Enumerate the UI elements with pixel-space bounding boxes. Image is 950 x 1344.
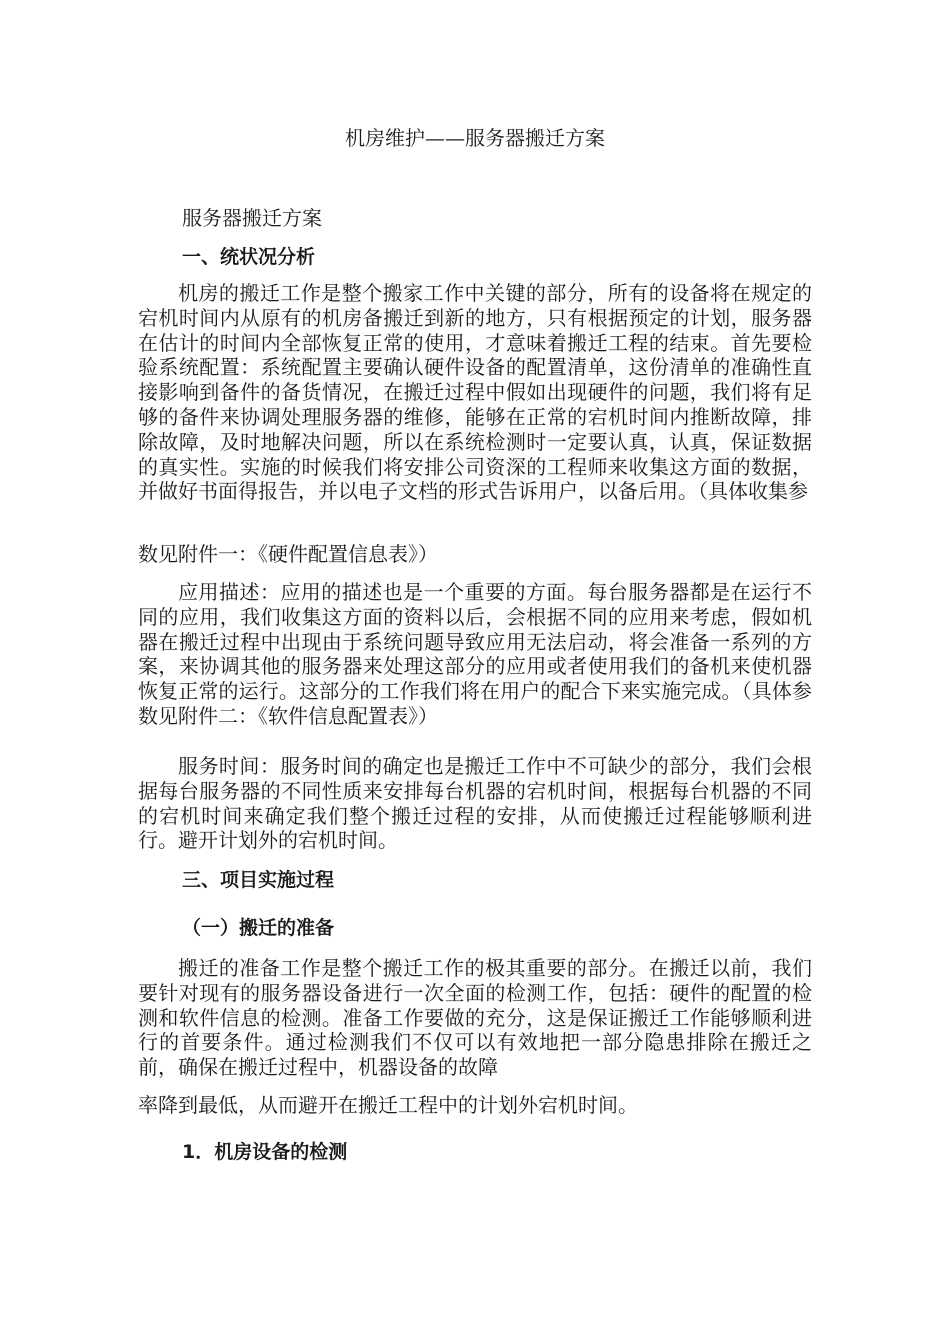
document-subtitle: 服务器搬迁方案 <box>182 206 322 230</box>
paragraph-preparation-end: 率降到最低，从而避开在搬迁工程中的计划外宕机时间。 <box>138 1093 638 1117</box>
section-heading-1: 一、统状况分析 <box>182 246 316 268</box>
paragraph-system-analysis: 机房的搬迁工作是整个搬家工作中关键的部分，所有的设备将在规定的宕机时间内从原有的机房备搬迁到新的地方，只有根据预定的计划，服务器在估计的时间内全部恢复正常的使用，才意味着搬迁工程的结束。首先要检验系统配置：系统配置主要确认硬件设备的配置清单，这份清单的准确性直接影响到备件的备货情况，在搬迁过程中假如出现硬件的问题，我们将有足够的备件来协调处理服务器的维修，能够在正常的宕机时间内推断故障，排除故障，及时地解决问题，所以在系统检测时一定要认真，认真，保证数据的真实性。实施的时候我们将安排公司资深的工程师来收集这方面的数据，并做好书面得报告，并以电子文档的形式告诉用户，以备后用。（具体收集参 <box>138 281 812 504</box>
subsection-heading-preparation: （一）搬迁的准备 <box>182 917 335 939</box>
section-heading-3: 三、项目实施过程 <box>182 869 335 891</box>
paragraph-system-analysis-end: 数见附件一：《硬件配置信息表》） <box>138 542 438 566</box>
document-title: 机房维护——服务器搬迁方案 <box>345 126 605 150</box>
paragraph-application-description: 应用描述：应用的描述也是一个重要的方面。每台服务器都是在运行不同的应用，我们收集这方面的资料以后，会根据不同的应用来考虑，假如机器在搬迁过程中出现由于系统问题导致应用无法启动，将会准备一系列的方案，来协调其他的服务器来处理这部分的应用或者使用我们的备机来使机器恢复正常的运行。这部分的工作我们将在用户的配合下来实施完成。（具体参数见附件二：《软件信息配置表》） <box>138 580 812 728</box>
item-heading-equipment-check: 1．机房设备的检测 <box>182 1141 348 1163</box>
paragraph-preparation: 搬迁的准备工作是整个搬迁工作的极其重要的部分。在搬迁以前，我们要针对现有的服务器设备进行一次全面的检测工作，包括：硬件的配置的检测和软件信息的检测。准备工作要做的充分，这是保证搬迁工作能够顺利进行的首要条件。通过检测我们不仅可以有效地把一部分隐患排除在搬迁之前，确保在搬迁过程中，机器设备的故障 <box>138 956 812 1080</box>
paragraph-service-time: 服务时间：服务时间的确定也是搬迁工作中不可缺少的部分，我们会根据每台服务器的不同性质来安排每台机器的宕机时间，根据每台机器的不同的宕机时间来确定我们整个搬迁过程的安排，从而使搬迁过程能够顺利进行。避开计划外的宕机时间。 <box>138 754 812 853</box>
